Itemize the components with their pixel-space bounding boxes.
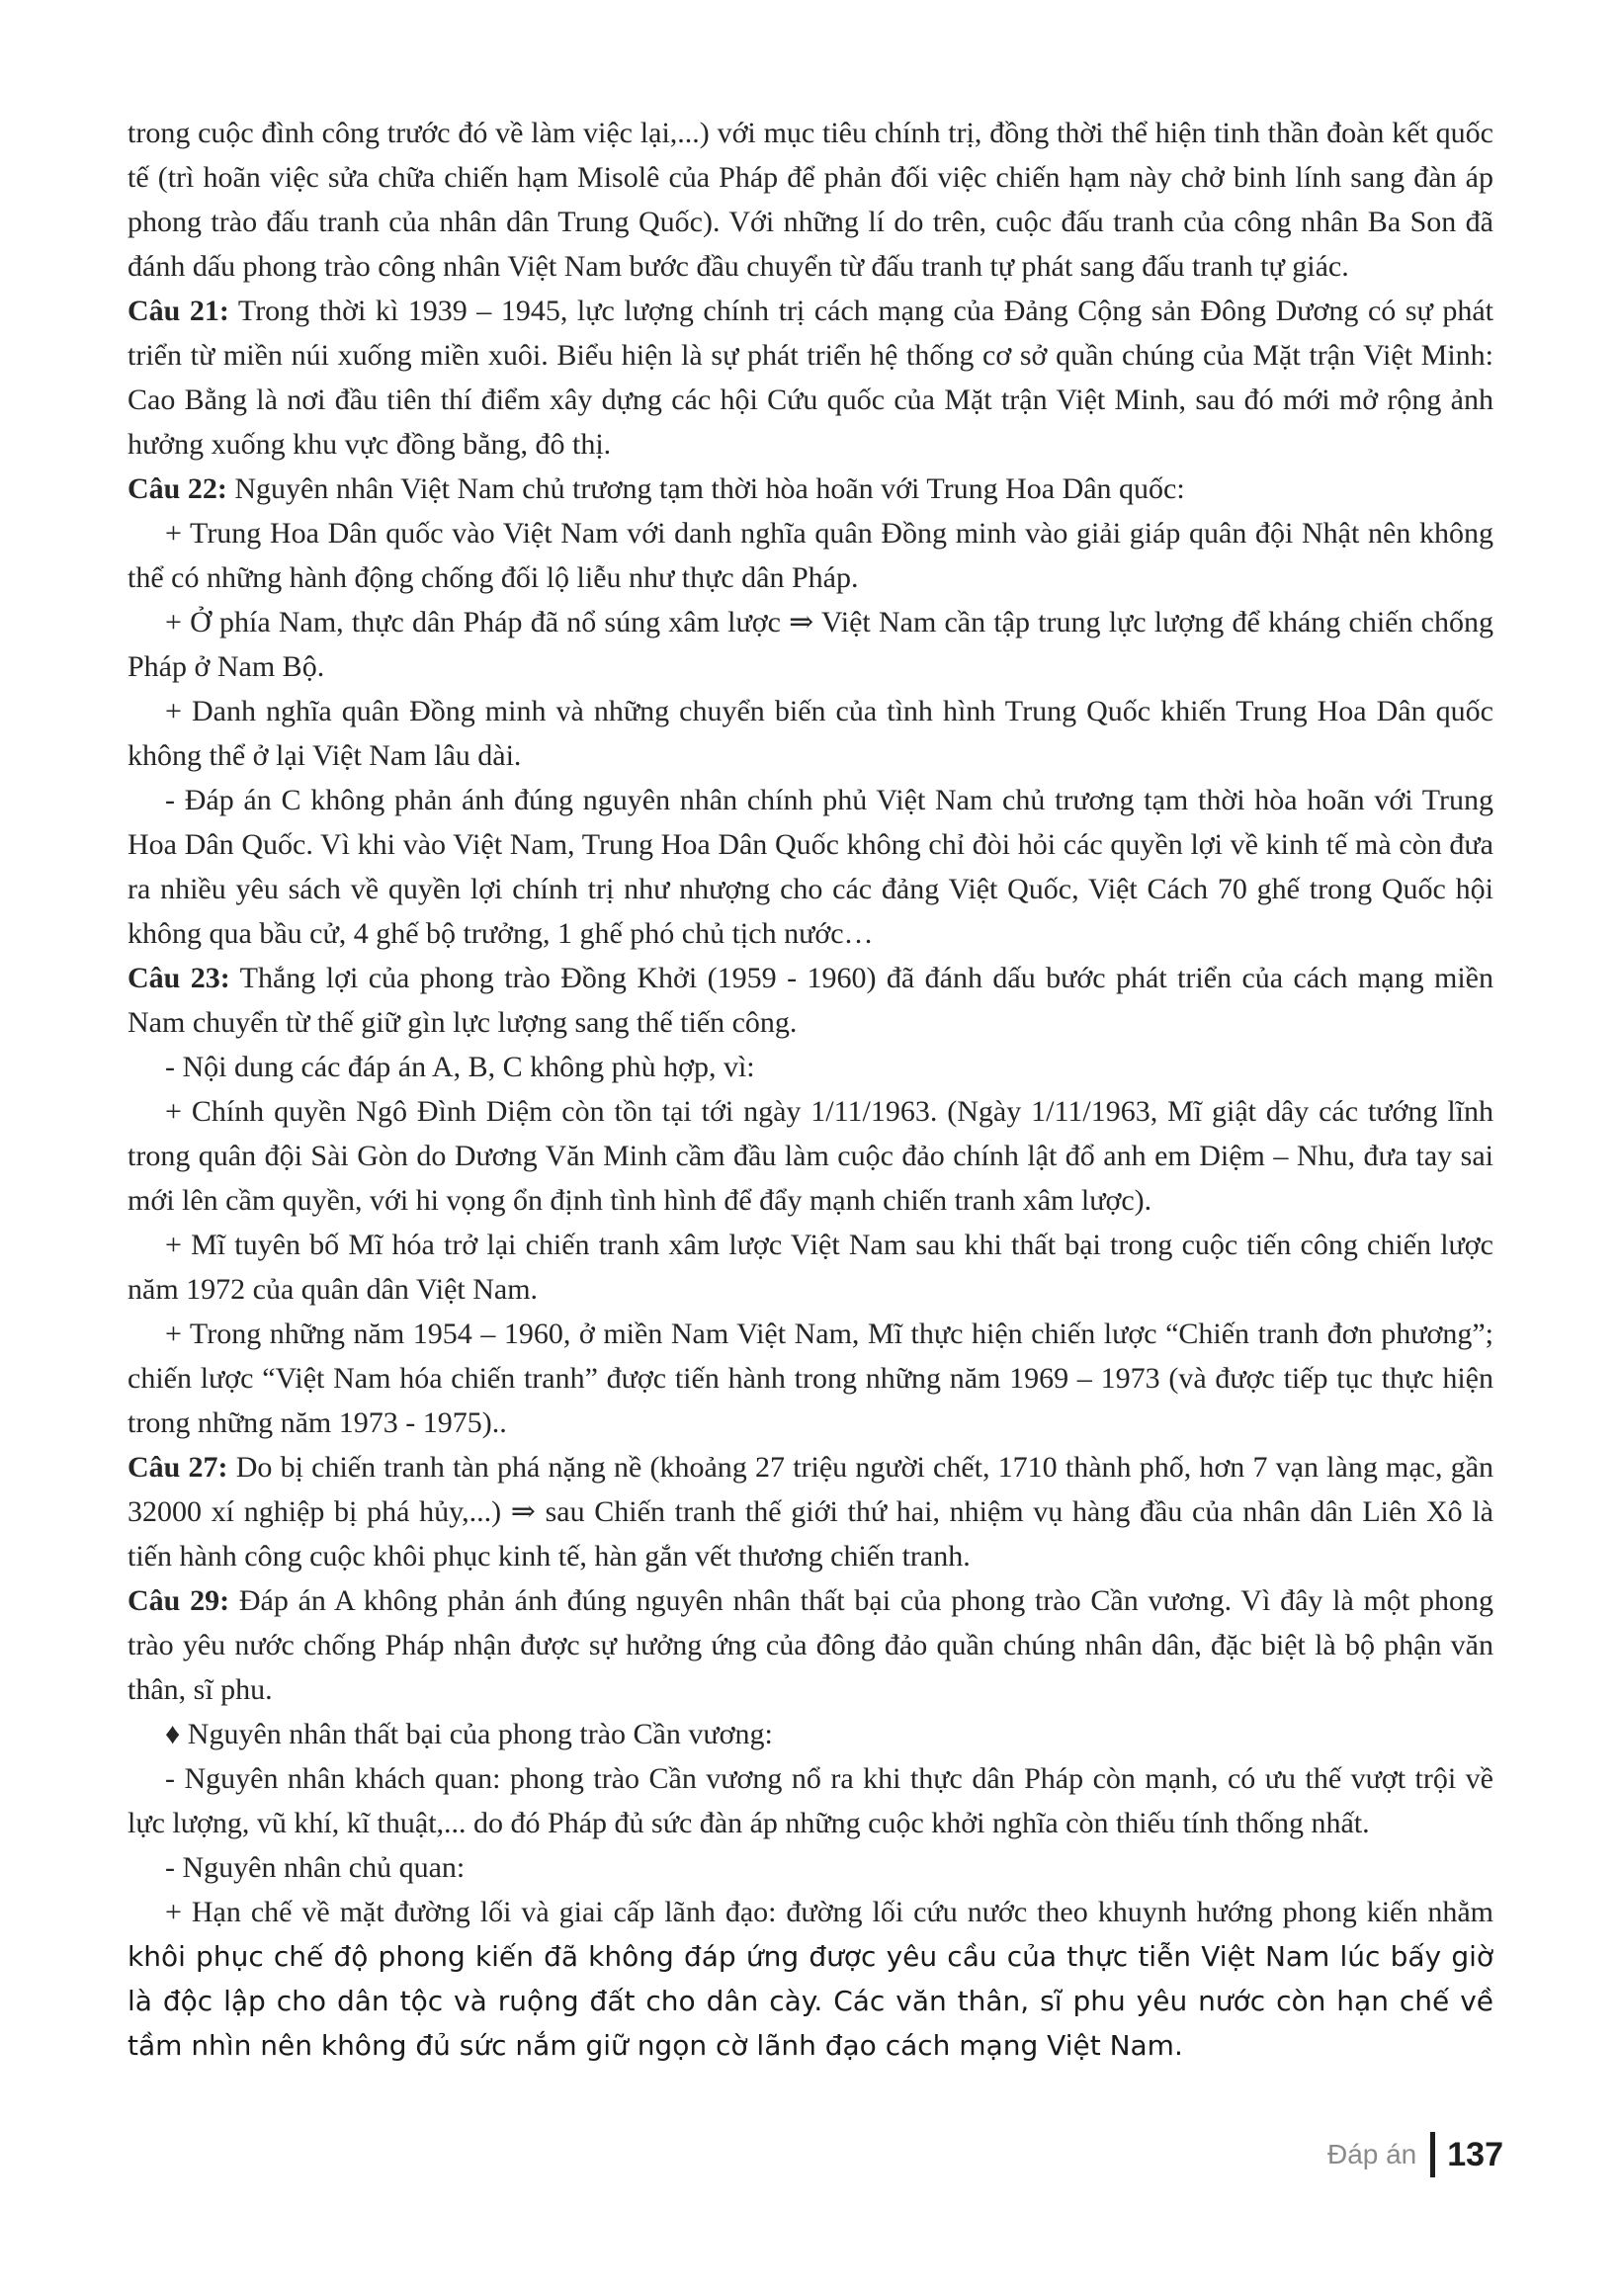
paragraph-text: + Ở phía Nam, thực dân Pháp đã nổ súng xâm lược ⇒ Việt Nam cần tập trung lực lượng để kháng chiến chống Pháp ở Nam Bộ. — [128, 606, 1493, 683]
paragraph — [128, 1845, 1493, 1890]
paragraph-text: + Danh nghĩa quân Đồng minh và những chuyển biến của tình hình Trung Quốc khiến Trung Hoa Dân quốc không thể ở lại Việt Nam lâu dài. — [128, 695, 1493, 772]
paragraph — [128, 1312, 1493, 1445]
paragraph — [128, 1089, 1493, 1223]
paragraph-text: ♦ Nguyên nhân thất bại của phong trào Cần vương: — [165, 1718, 773, 1750]
question-label: Câu 29: — [128, 1584, 230, 1617]
paragraph-text: - Nguyên nhân khách quan: phong trào Cần vương nổ ra khi thực dân Pháp còn mạnh, có ưu thế vượt trội về lực lượng, vũ khí, kĩ thuật,... do đó Pháp đủ sức đàn áp những cuộc khởi nghĩa còn thiếu tính thống nhất. — [128, 1762, 1493, 1839]
paragraph-text: + Chính quyền Ngô Đình Diệm còn tồn tại tới ngày 1/11/1963. (Ngày 1/11/1963, Mĩ giật dây các tướng lĩnh trong quân đội Sài Gòn do Dương Văn Minh cầm đầu làm cuộc đảo chính lật đổ anh em Diệm – Nhu, đưa tay sai mới lên cầm quyền, với hi vọng ổn định tình hình để đẩy mạnh chiến tranh xâm lược). — [128, 1095, 1493, 1217]
paragraph — [128, 1223, 1493, 1312]
paragraph — [128, 689, 1493, 778]
paragraph-text: - Nội dung các đáp án A, B, C không phù hợp, vì: — [165, 1051, 755, 1083]
paragraph-question-27 — [128, 1445, 1493, 1578]
paragraph — [128, 1045, 1493, 1089]
paragraph — [128, 1756, 1493, 1845]
paragraph-text: - Đáp án C không phản ánh đúng nguyên nhân chính phủ Việt Nam chủ trương tạm thời hòa hoãn với Trung Hoa Dân Quốc. Vì khi vào Việt Nam, Trung Hoa Dân Quốc không chỉ đòi hỏi các quyền lợi về kinh tế mà còn đưa ra nhiều yêu sách về quyền lợi chính trị như nhượng cho các đảng Việt Quốc, Việt Cách 70 ghế trong Quốc hội không qua bầu cử, 4 ghế bộ trưởng, 1 ghế phó chủ tịch nước… — [128, 784, 1493, 950]
paragraph-text: Thắng lợi của phong trào Đồng Khởi (1959 - 1960) đã đánh dấu bước phát triển của cách mạng miền Nam chuyển từ thế giữ gìn lực lượng sang thế tiến công. — [128, 962, 1493, 1039]
paragraph-text-continued: khôi phục chế độ phong kiến đã không đáp ứng được yêu cầu của thực tiễn Việt Nam lúc bấy giờ là độc lập cho dân tộc và ruộng đất cho dân cày. Các văn thân, sĩ phu yêu nước còn hạn chế về tầm nhìn nên không đủ sức nắm giữ ngọn cờ lãnh đạo cách mạng Việt Nam. — [128, 1940, 1493, 2062]
paragraph — [128, 600, 1493, 689]
question-label: Câu 27: — [128, 1451, 228, 1484]
page-number: 137 — [1447, 2135, 1503, 2173]
paragraph-question-22 — [128, 467, 1493, 511]
paragraph-text: - Nguyên nhân chủ quan: — [165, 1851, 466, 1884]
paragraph — [128, 111, 1493, 289]
page-footer — [1327, 2130, 1503, 2179]
question-label: Câu 21: — [128, 295, 229, 327]
paragraph — [128, 778, 1493, 956]
question-label: Câu 23: — [128, 962, 230, 994]
paragraph — [128, 1890, 1493, 2068]
paragraph-question-23 — [128, 956, 1493, 1045]
paragraph-question-29 — [128, 1578, 1493, 1712]
paragraph — [128, 511, 1493, 600]
paragraph-text: trong cuộc đình công trước đó về làm việc lại,...) với mục tiêu chính trị, đồng thời thể hiện tinh thần đoàn kết quốc tế (trì hoãn việc sửa chữa chiến hạm Misolê của Pháp để phản đối việc chiến hạm này chở binh lính sang đàn áp phong trào đấu tranh của nhân dân Trung Quốc). Với những lí do trên, cuộc đấu tranh của công nhân Ba Son đã đánh dấu phong trào công nhân Việt Nam bước đầu chuyển từ đấu tranh tự phát sang đấu tranh tự giác. — [128, 117, 1493, 283]
footer-section-label: Đáp án — [1326, 2139, 1417, 2169]
paragraph-text: Nguyên nhân Việt Nam chủ trương tạm thời hòa hoãn với Trung Hoa Dân quốc: — [226, 472, 1185, 505]
page-body — [128, 111, 1493, 2068]
paragraph-text: Do bị chiến tranh tàn phá nặng nề (khoảng 27 triệu người chết, 1710 thành phố, hơn 7 vạn làng mạc, gần 32000 xí nghiệp bị phá hủy,...) ⇒ sau Chiến tranh thế giới thứ hai, nhiệm vụ hàng đầu của nhân dân Liên Xô là tiến hành công cuộc khôi phục kinh tế, hàn gắn vết thương chiến tranh. — [128, 1451, 1494, 1573]
paragraph-text: Trong thời kì 1939 – 1945, lực lượng chính trị cách mạng của Đảng Cộng sản Đông Dương có sự phát triển từ miền núi xuống miền xuôi. Biểu hiện là sự phát triển hệ thống cơ sở quần chúng của Mặt trận Việt Minh: Cao Bằng là nơi đầu tiên thí điểm xây dựng các hội Cứu quốc của Mặt trận Việt Minh, sau đó mới mở rộng ảnh hưởng xuống khu vực đồng bằng, đô thị. — [128, 295, 1493, 461]
paragraph-text: Đáp án A không phản ánh đúng nguyên nhân thất bại của phong trào Cần vương. Vì đây là một phong trào yêu nước chống Pháp nhận được sự hưởng ứng của đông đảo quần chúng nhân dân, đặc biệt là bộ phận văn thân, sĩ phu. — [128, 1584, 1493, 1706]
footer-divider — [1430, 2132, 1435, 2177]
paragraph-text: + Mĩ tuyên bố Mĩ hóa trở lại chiến tranh xâm lược Việt Nam sau khi thất bại trong cuộc tiến công chiến lược năm 1972 của quân dân Việt Nam. — [128, 1229, 1493, 1306]
question-label: Câu 22: — [128, 472, 227, 505]
paragraph-question-21 — [128, 289, 1493, 467]
paragraph-text: + Trung Hoa Dân quốc vào Việt Nam với danh nghĩa quân Đồng minh vào giải giáp quân đội Nhật nên không thể có những hành động chống đối lộ liễu như thực dân Pháp. — [128, 517, 1493, 594]
paragraph — [128, 1712, 1493, 1756]
paragraph-text: + Trong những năm 1954 – 1960, ở miền Nam Việt Nam, Mĩ thực hiện chiến lược “Chiến tranh đơn phương”; chiến lược “Việt Nam hóa chiến tranh” được tiến hành trong những năm 1969 – 1973 (và được tiếp tục thực hiện trong những năm 1973 - 1975).. — [128, 1318, 1493, 1439]
paragraph-text: + Hạn chế về mặt đường lối và giai cấp lãnh đạo: đường lối cứu nước theo khuynh hướng phong kiến nhằm — [165, 1896, 1493, 1928]
